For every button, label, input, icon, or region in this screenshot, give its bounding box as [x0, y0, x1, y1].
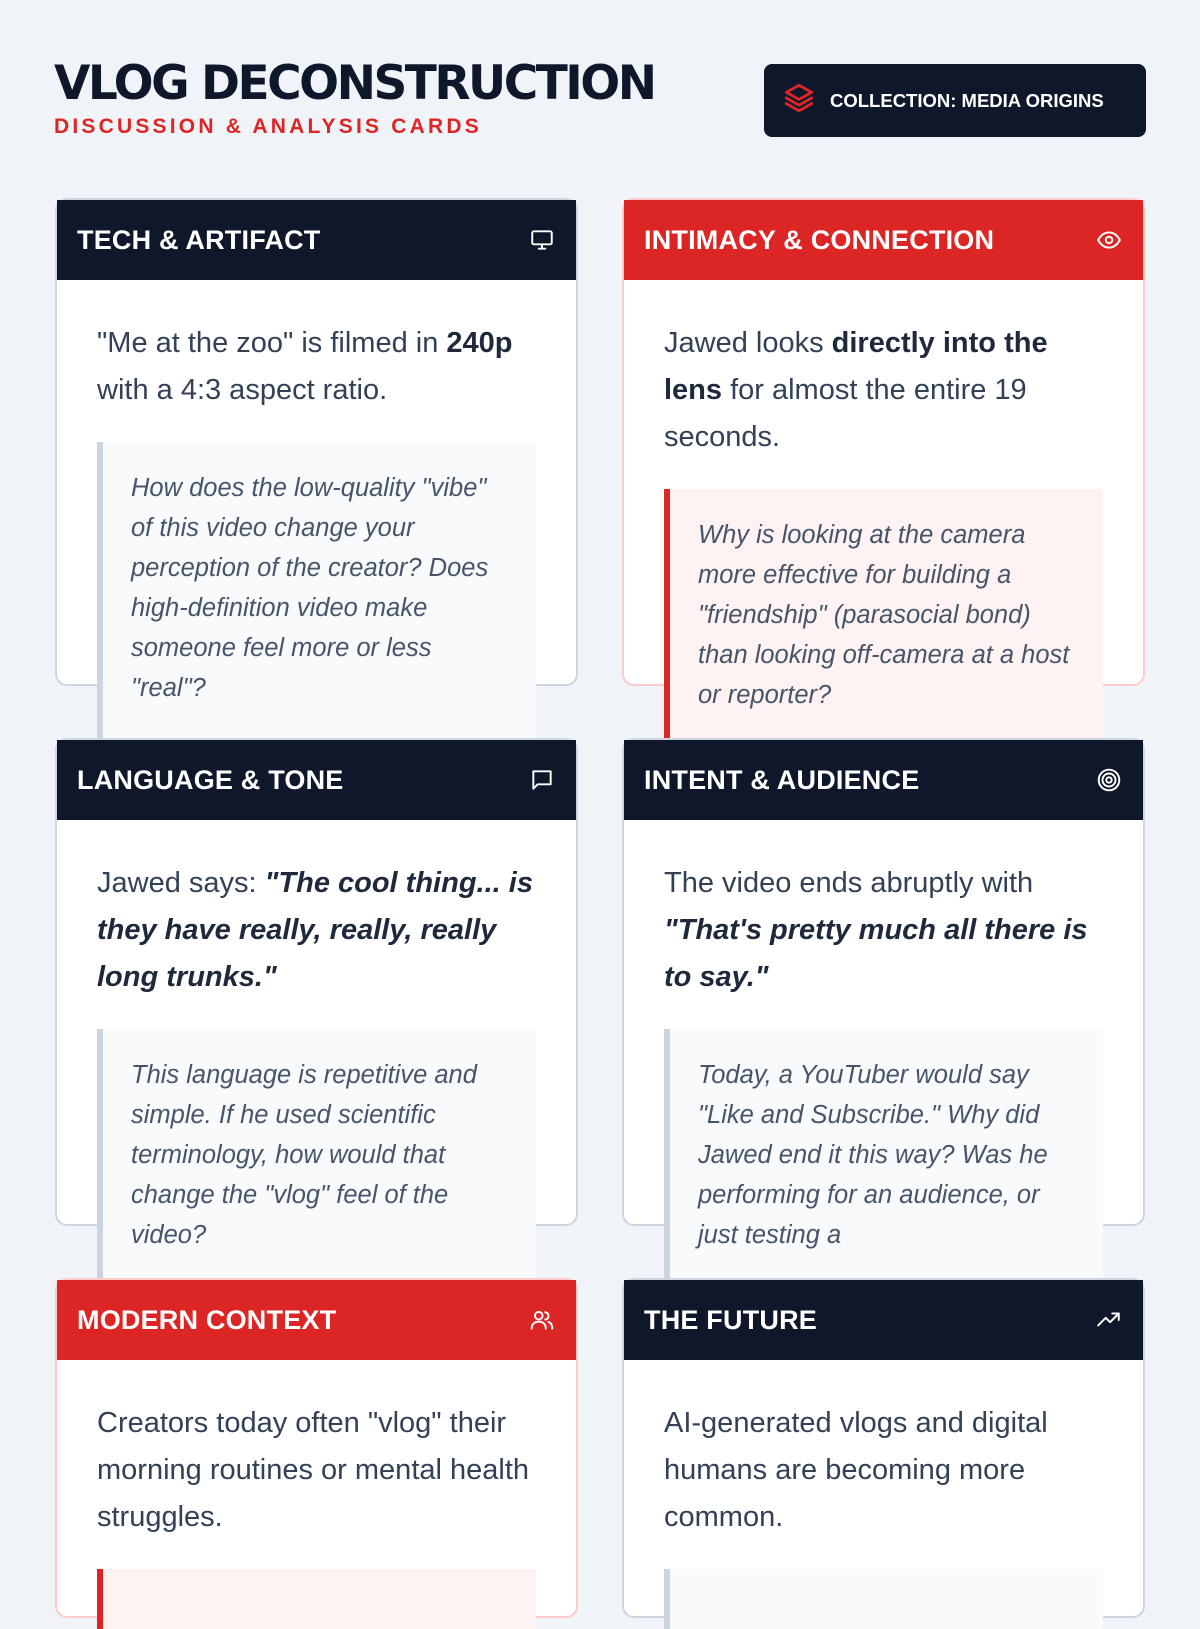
trending-up-icon — [1095, 1306, 1123, 1334]
statement-text: The video ends abruptly with — [664, 867, 1034, 899]
card-title: INTENT & AUDIENCE — [644, 764, 920, 795]
chat-bubble-icon — [528, 766, 556, 794]
statement-text: "Me at the zoo" is filmed in — [97, 327, 447, 359]
eye-icon — [1095, 226, 1123, 254]
card-statement: Creators today often "vlog" their morning routines or mental health struggles. — [97, 1407, 530, 1533]
card-statement — [664, 320, 1103, 461]
card-header — [624, 740, 1143, 820]
card-tech-artifact — [55, 198, 578, 702]
card-body — [57, 820, 576, 1285]
card-title: THE FUTURE — [644, 1304, 817, 1335]
card-question: Why is looking at the camera more effective for building a "friendship" (parasocial bond) than looking off-camera at a host or reporter? — [664, 489, 1103, 745]
statement-emphasis: directly into the lens — [664, 327, 1048, 406]
card-question — [97, 1569, 536, 1629]
layers-icon — [782, 81, 816, 120]
statement-text: Jawed says: — [97, 867, 265, 899]
collection-badge[interactable] — [764, 64, 1146, 137]
statement-text: Jawed looks — [664, 327, 832, 359]
card-body — [57, 1360, 576, 1629]
card-body — [57, 280, 576, 738]
card-statement — [97, 860, 536, 1001]
card-statement: AI-generated vlogs and digital humans are becoming more common. — [664, 1407, 1048, 1533]
page-title: VLOG DECONSTRUCTION — [54, 56, 655, 111]
page-header — [54, 56, 1146, 156]
card-statement — [97, 320, 536, 414]
collection-label: COLLECTION: MEDIA ORIGINS — [830, 89, 1104, 111]
target-icon — [1095, 766, 1123, 794]
card-intimacy-connection — [622, 198, 1145, 709]
card-title: TECH & ARTIFACT — [77, 224, 321, 255]
card-body — [624, 820, 1143, 1285]
statement-emphasis: 240p — [446, 327, 513, 359]
statement-quote: "That's pretty much all there is to say." — [664, 914, 1088, 993]
statement-text: with a 4:3 aspect ratio. — [97, 374, 388, 406]
users-icon — [528, 1306, 556, 1334]
card-title: MODERN CONTEXT — [77, 1304, 337, 1335]
card-question — [664, 1569, 1103, 1629]
card-body — [624, 1360, 1143, 1629]
card-the-future — [622, 1278, 1145, 1618]
monitor-icon — [528, 226, 556, 254]
card-title: LANGUAGE & TONE — [77, 764, 344, 795]
card-header — [57, 200, 576, 280]
card-body — [624, 280, 1143, 745]
card-question: How does the low-quality "vibe" of this video change your perception of the creator? Does high-definition video make someone feel more or less "real"? — [97, 442, 536, 738]
card-header — [57, 1280, 576, 1360]
statement-quote: "The cool thing... is they have really, really, really long trunks." — [97, 867, 533, 993]
statement-text: for almost the entire 19 seconds. — [664, 374, 1027, 453]
card-header — [624, 1280, 1143, 1360]
card-statement — [664, 860, 1103, 1001]
card-question: This language is repetitive and simple. If he used scientific terminology, how would that change the "vlog" feel of the video? — [97, 1029, 536, 1285]
card-modern-context — [55, 1278, 578, 1618]
card-intent-audience — [622, 738, 1145, 1249]
card-language-tone — [55, 738, 578, 1249]
card-header — [624, 200, 1143, 280]
card-title: INTIMACY & CONNECTION — [644, 224, 995, 255]
page-subtitle: DISCUSSION & ANALYSIS CARDS — [54, 115, 482, 138]
card-question: Today, a YouTuber would say "Like and Subscribe." Why did Jawed end it this way? Was he performing for an audience, or just testing a — [664, 1029, 1103, 1285]
card-header — [57, 740, 576, 820]
